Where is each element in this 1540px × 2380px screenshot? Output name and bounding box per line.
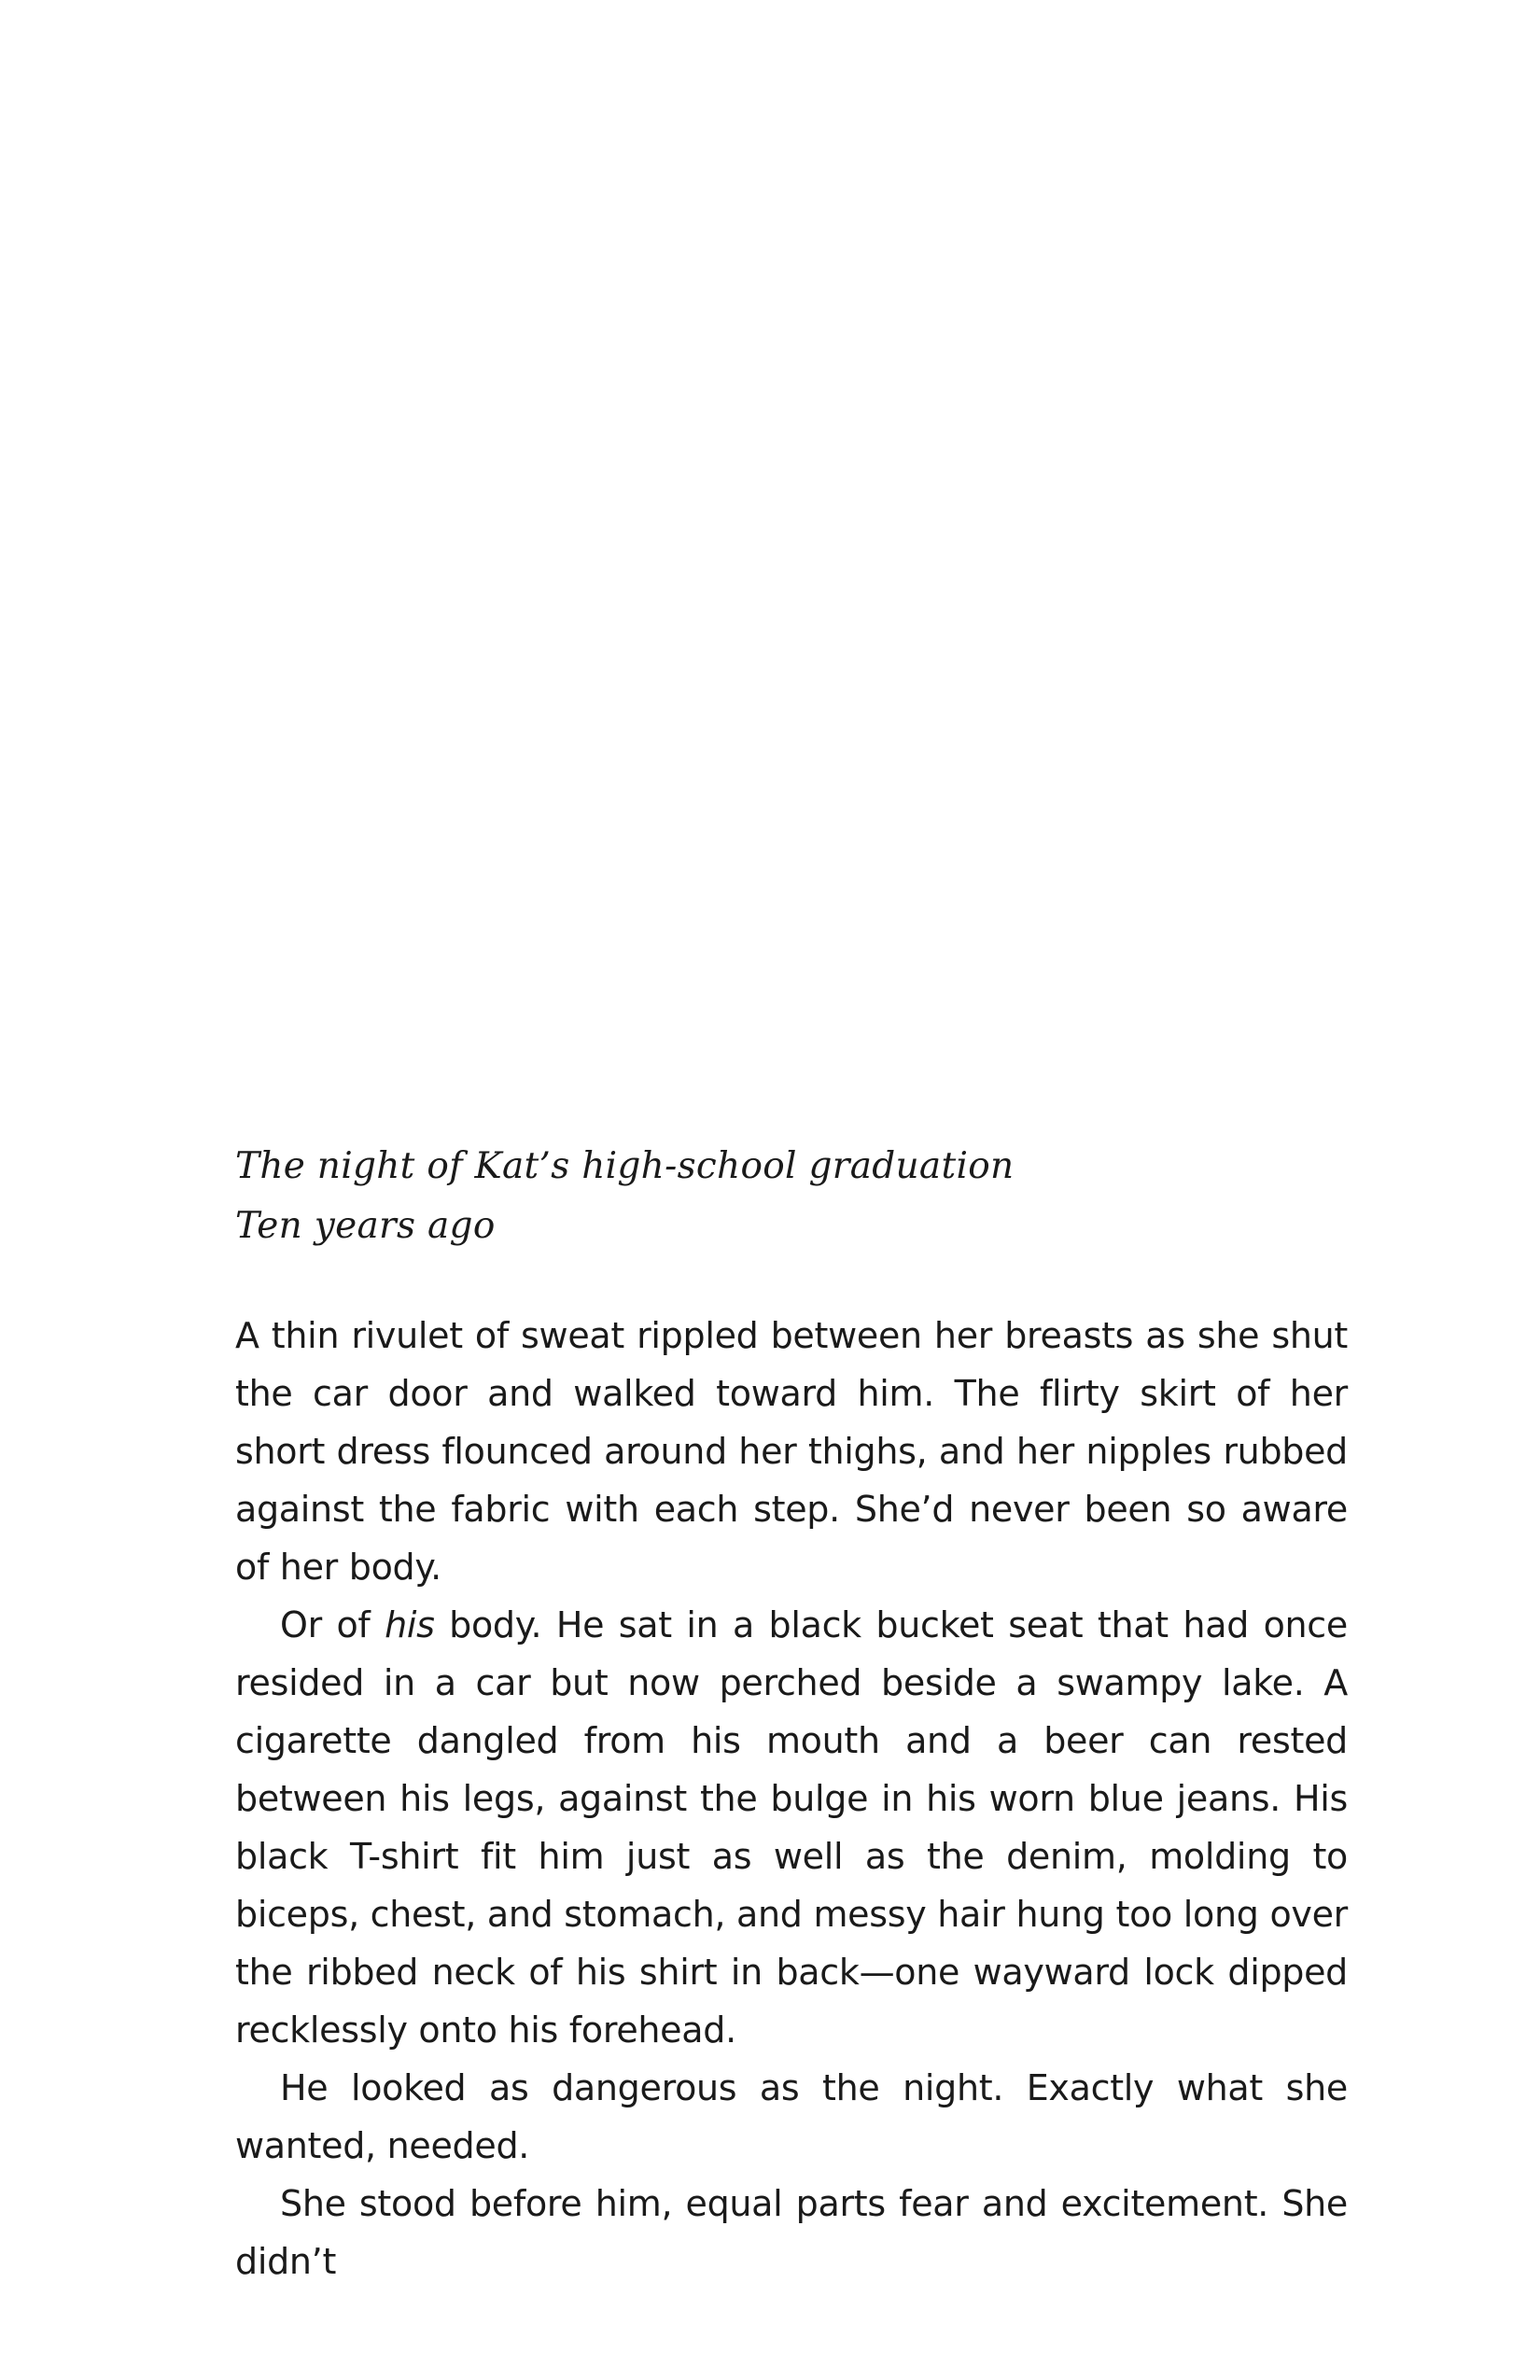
body-text: [235, 1307, 1348, 2290]
chapter-epigraph: [235, 1137, 1355, 1256]
paragraph-4: She stood before him, equal parts fear and excitement. She didn’t: [235, 2183, 1348, 2282]
paragraph-2-start: Or of: [280, 1604, 385, 1645]
paragraph-2-rest: body. He sat in a black bucket seat that had once resided in a car but now perched beside a swampy lake. A cigarette dangled from his mouth and a beer can rested between his legs, against the bulge in his worn blue jeans. His black T-shirt fit him just as well as the denim, molding to biceps, chest, and stomach, and messy hair hung too long over the ribbed neck of his shirt in back—one wayward lock dipped recklessly onto his forehead.: [235, 1604, 1348, 2051]
paragraph-1: A thin rivulet of sweat rippled between her breasts as she shut the car door and walked toward him. The flirty skirt of her short dress flounced around her thighs, and her nipples rubbed against the fabric with each step. She’d never been so aware of her body.: [235, 1315, 1348, 1588]
paragraph-2-emphasis: his: [385, 1604, 435, 1645]
paragraph-3: He looked as dangerous as the night. Exactly what she wanted, needed.: [235, 2067, 1348, 2166]
paragraph-2: [235, 1596, 1348, 2059]
epigraph-line-1: The night of Kat’s high-school graduation: [235, 1145, 1015, 1187]
epigraph-line-2: Ten years ago: [235, 1205, 496, 1247]
